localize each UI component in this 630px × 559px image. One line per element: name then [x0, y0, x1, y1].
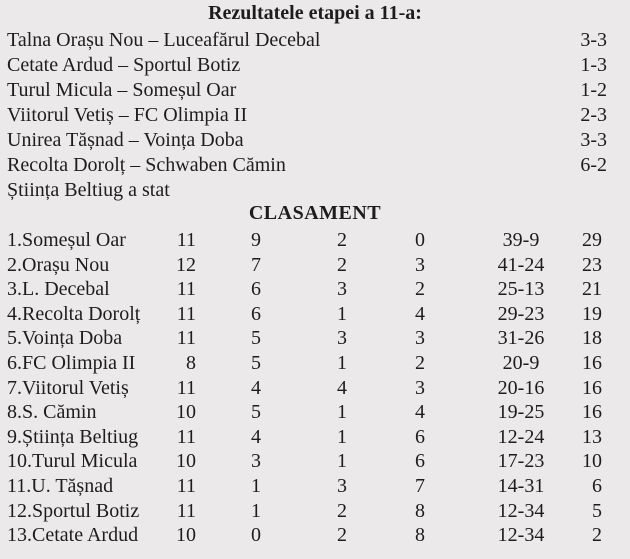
match-row [7, 103, 607, 128]
standings-row [0, 425, 630, 450]
goal-difference: 19-25 [497, 401, 545, 424]
goal-difference: 12-34 [497, 499, 545, 522]
match-score: 2-3 [580, 104, 607, 126]
team-name: 5.Voința Doba [7, 327, 123, 350]
games-lost: 8 [415, 524, 425, 547]
match-row [7, 78, 607, 103]
goal-difference: 39-9 [502, 229, 540, 251]
points: 21 [582, 278, 602, 301]
standings-row [0, 351, 630, 376]
games-won: 3 [251, 450, 261, 473]
games-lost: 3 [415, 327, 425, 350]
games-played: 11 [176, 327, 196, 350]
standings-row [0, 302, 630, 327]
standings-row [0, 253, 630, 278]
team-name: 10.Turul Micula [7, 450, 138, 473]
games-drawn: 1 [337, 352, 347, 374]
games-won: 5 [251, 352, 261, 374]
games-drawn: 2 [337, 253, 347, 276]
team-name: 3.L. Decebal [7, 278, 110, 301]
team-name: 1.Someșul Oar [7, 229, 126, 251]
games-played: 11 [176, 229, 196, 251]
games-won: 1 [251, 475, 261, 497]
games-won: 5 [251, 401, 261, 424]
bye-note: Știința Beltiug a stat [7, 179, 170, 201]
games-lost: 3 [415, 253, 425, 276]
games-played: 11 [176, 425, 196, 448]
games-lost: 2 [415, 352, 425, 374]
match-fixture: Viitorul Vetiș – FC Olimpia II [7, 104, 248, 126]
games-played: 11 [176, 302, 196, 325]
goal-difference: 12-34 [497, 524, 545, 547]
games-lost: 6 [415, 425, 425, 448]
games-played: 11 [176, 376, 196, 399]
games-drawn: 1 [337, 401, 347, 424]
points: 2 [592, 524, 602, 547]
standings-row [0, 376, 630, 401]
team-name: 9.Știința Beltiug [7, 425, 139, 448]
games-played: 11 [176, 499, 196, 522]
goal-difference: 20-16 [497, 376, 545, 399]
games-lost: 8 [415, 499, 425, 522]
points: 6 [592, 475, 602, 497]
team-name: 11.U. Tășnad [7, 475, 114, 497]
games-won: 9 [251, 229, 261, 251]
goal-difference: 31-26 [497, 327, 545, 350]
points: 19 [582, 302, 602, 325]
games-drawn: 3 [337, 278, 347, 301]
match-score: 1-2 [580, 79, 607, 101]
team-name: 13.Cetate Ardud [7, 524, 139, 547]
games-drawn: 1 [337, 425, 347, 448]
games-played: 11 [176, 278, 196, 301]
standings-row [0, 523, 630, 548]
goal-difference: 17-23 [497, 450, 545, 473]
standings-row [0, 499, 630, 524]
points: 16 [582, 401, 602, 424]
games-lost: 4 [415, 401, 425, 424]
games-won: 0 [251, 524, 261, 547]
points: 16 [582, 352, 602, 374]
games-won: 4 [251, 425, 261, 448]
goal-difference: 12-24 [497, 425, 545, 448]
goal-difference: 29-23 [497, 302, 545, 325]
games-drawn: 2 [337, 524, 347, 547]
results-title: Rezultatele etapei a 11-a: [208, 2, 422, 24]
goal-difference: 41-24 [497, 253, 545, 276]
points: 13 [582, 425, 602, 448]
games-played: 12 [176, 253, 196, 276]
match-score: 3-3 [580, 29, 607, 51]
games-drawn: 2 [337, 229, 347, 251]
match-row [7, 53, 607, 78]
games-won: 4 [251, 376, 261, 399]
games-drawn: 1 [337, 450, 347, 473]
games-drawn: 4 [337, 376, 347, 399]
games-lost: 4 [415, 302, 425, 325]
team-name: 2.Orașu Nou [7, 253, 110, 276]
team-name: 12.Sportul Botiz [7, 499, 140, 522]
games-won: 7 [251, 253, 261, 276]
points: 5 [592, 499, 602, 522]
match-score: 6-2 [580, 154, 607, 176]
points: 16 [582, 376, 602, 399]
games-drawn: 2 [337, 499, 347, 522]
games-won: 6 [251, 278, 261, 301]
games-lost: 0 [415, 229, 425, 251]
games-drawn: 3 [337, 475, 347, 497]
games-played: 10 [176, 524, 196, 547]
games-played: 8 [186, 352, 196, 374]
standings-row [0, 326, 630, 351]
match-fixture: Turul Micula – Someșul Oar [7, 79, 237, 101]
match-score: 3-3 [580, 129, 607, 151]
match-row [7, 128, 607, 153]
goal-difference: 20-9 [502, 352, 540, 374]
standings-row [0, 228, 630, 253]
games-lost: 6 [415, 450, 425, 473]
games-played: 10 [176, 401, 196, 424]
goal-difference: 14-31 [497, 475, 545, 497]
games-played: 10 [176, 450, 196, 473]
games-won: 5 [251, 327, 261, 350]
match-row [7, 28, 607, 53]
standings-row [0, 474, 630, 499]
games-lost: 3 [415, 376, 425, 399]
goal-difference: 25-13 [497, 278, 545, 301]
team-name: 6.FC Olimpia II [7, 352, 136, 374]
standings-row [0, 277, 630, 302]
games-lost: 7 [415, 475, 425, 497]
standings-row [0, 400, 630, 425]
games-drawn: 1 [337, 302, 347, 325]
team-name: 4.Recolta Dorolț [7, 302, 141, 325]
match-fixture: Talna Orașu Nou – Luceafărul Decebal [7, 29, 321, 51]
games-won: 1 [251, 499, 261, 522]
points: 10 [582, 450, 602, 473]
points: 29 [582, 229, 602, 251]
games-drawn: 3 [337, 327, 347, 350]
standings-row [0, 449, 630, 474]
points: 18 [582, 327, 602, 350]
games-played: 11 [176, 475, 196, 497]
team-name: 8.S. Cămin [7, 401, 97, 424]
games-lost: 2 [415, 278, 425, 301]
match-score: 1-3 [580, 54, 607, 76]
points: 23 [582, 253, 602, 276]
standings-title: CLASAMENT [248, 202, 382, 224]
team-name: 7.Viitorul Vetiș [7, 376, 129, 399]
games-won: 6 [251, 302, 261, 325]
match-fixture: Unirea Tășnad – Voința Doba [7, 129, 244, 151]
match-fixture: Recolta Dorolț – Schwaben Cămin [7, 154, 286, 176]
match-fixture: Cetate Ardud – Sportul Botiz [7, 54, 241, 76]
match-row [7, 153, 607, 178]
